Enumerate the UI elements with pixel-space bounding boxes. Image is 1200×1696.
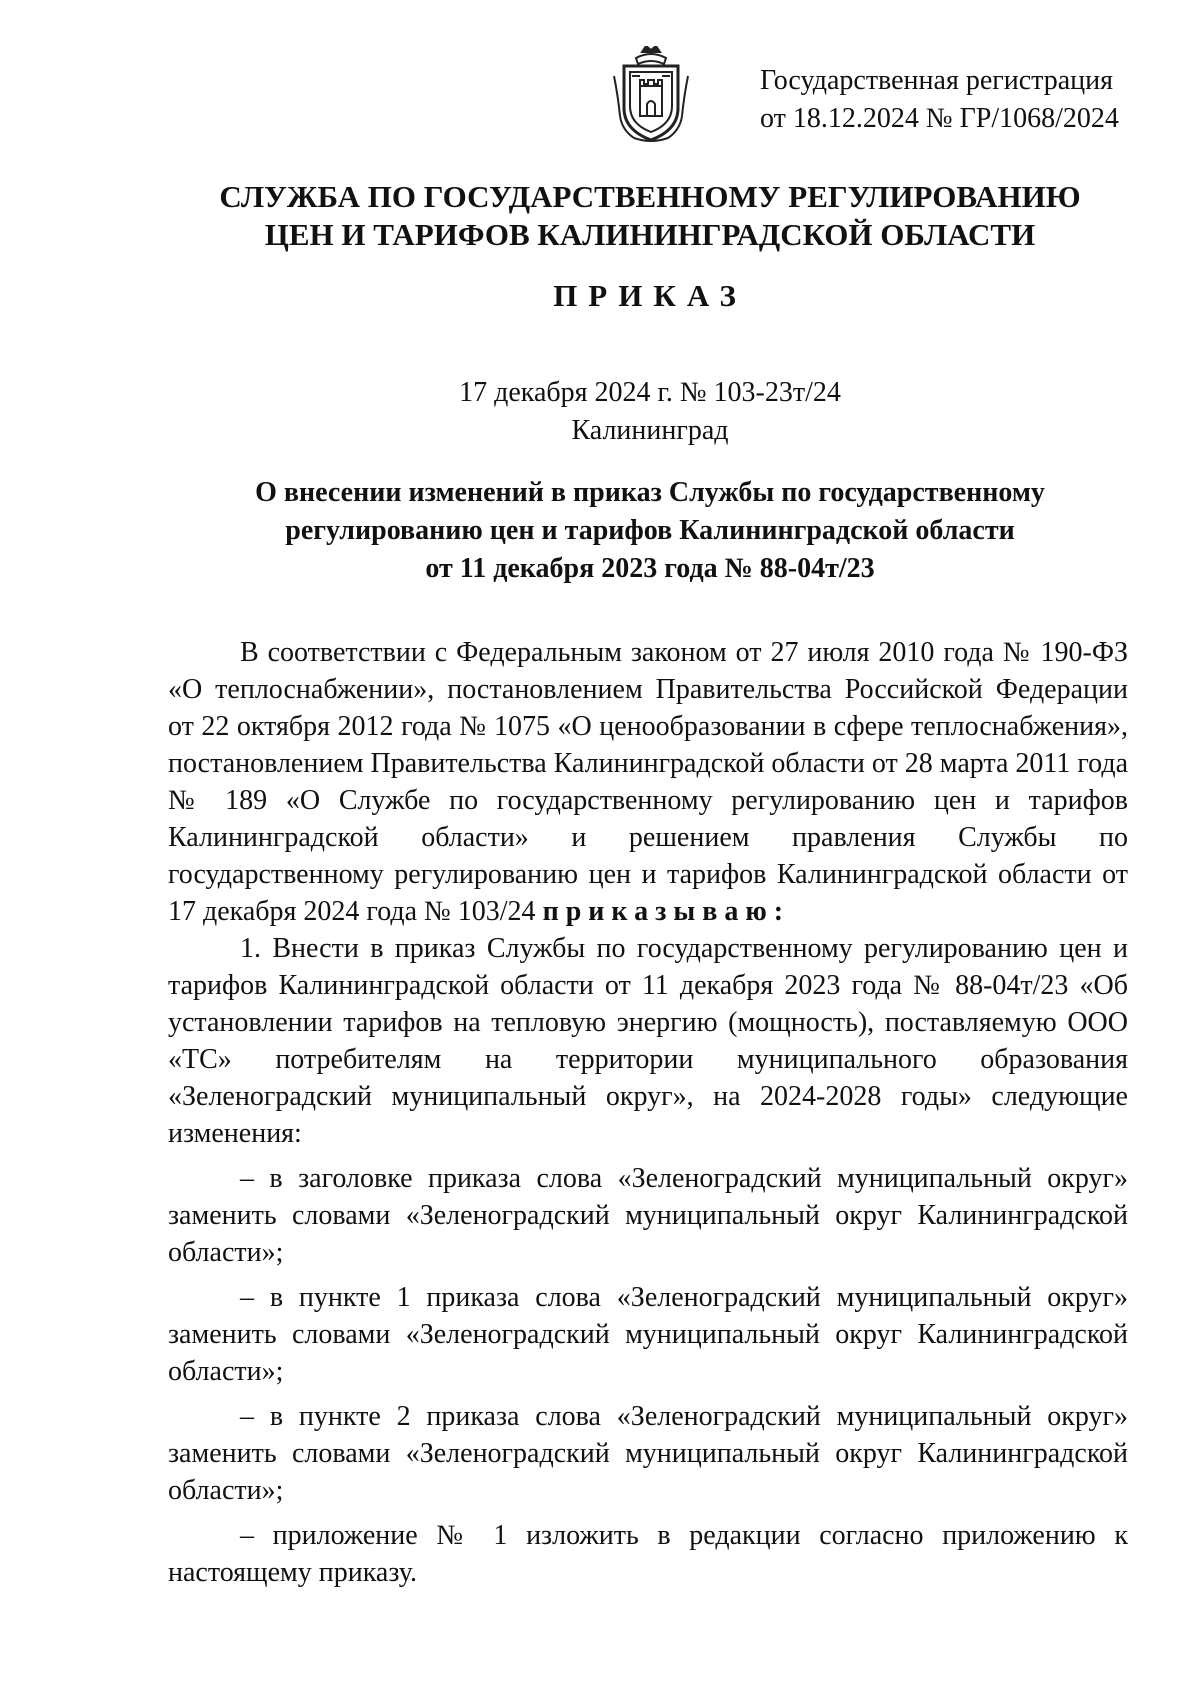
preamble-text: В соответствии с Федеральным законом от 27 июля 2010 года № 190-ФЗ «О теплоснабжении», постановлением Правительства Российской Федерации от 22 октября 2012 года № 1075 «О ценообразовании в сфере теплоснабжения», постановлением Правительства Калининградской области от 28 марта 2011 года № 189 «О Службе по государственному регулированию цен и тарифов Калининградской области» и решением правления Службы по государственному регулированию цен и тарифов Калининградской области от 17 декабря 2024 года № 103/24 bbox=[168, 637, 1128, 927]
document-type: ПРИКАЗ bbox=[553, 278, 747, 313]
order-item-1: 1. Внести в приказ Службы по государственному регулированию цен и тарифов Калининградской области от 11 декабря 2023 года № 88-04т/23 «Об установлении тарифов на тепловую энергию (мощность), поставляемую ООО «ТС» потребителям на территории муниципального образования «Зеленоградский муниципальный округ», на 2024-2028 годы» следующие изменения: bbox=[168, 933, 1128, 1149]
change-item: – в пункте 2 приказа слова «Зеленоградский муниципальный округ» заменить словами «Зеленоградский муниципальный округ Калининградской области»; bbox=[168, 1401, 1128, 1506]
agency-name bbox=[0, 178, 1200, 254]
order-verb: приказываю: bbox=[542, 896, 791, 927]
change-item: – в пункте 1 приказа слова «Зеленоградский муниципальный округ» заменить словами «Зеленоградский муниципальный округ Калининградской области»; bbox=[168, 1282, 1128, 1387]
registration-number: от 18.12.2024 № ГР/1068/2024 bbox=[760, 103, 1119, 134]
agency-name-line1: СЛУЖБА ПО ГОСУДАРСТВЕННОМУ РЕГУЛИРОВАНИЮ bbox=[219, 179, 1081, 214]
order-city: Калининград bbox=[571, 415, 729, 446]
registration-label: Государственная регистрация bbox=[760, 65, 1113, 96]
order-subject-line1: О внесении изменений в приказ Службы по государственному bbox=[255, 477, 1045, 508]
order-date-number: 17 декабря 2024 г. № 103-23т/24 bbox=[459, 377, 841, 408]
order-subject bbox=[0, 474, 1200, 588]
change-item: – в заголовке приказа слова «Зеленоградский муниципальный округ» заменить словами «Зеленоградский муниципальный округ Калининградской области»; bbox=[168, 1163, 1128, 1268]
change-item: – приложение № 1 изложить в редакции согласно приложению к настоящему приказу. bbox=[168, 1520, 1128, 1588]
order-subject-line3: от 11 декабря 2023 года № 88-04т/23 bbox=[425, 553, 875, 584]
order-body bbox=[168, 634, 1128, 1591]
order-subject-line2: регулированию цен и тарифов Калининградской области bbox=[285, 515, 1015, 546]
coat-of-arms-icon bbox=[612, 46, 690, 144]
agency-name-line2: ЦЕН И ТАРИФОВ КАЛИНИНГРАДСКОЙ ОБЛАСТИ bbox=[264, 217, 1036, 252]
preamble-paragraph bbox=[168, 634, 1128, 930]
order-meta bbox=[0, 374, 1200, 450]
state-registration-stamp bbox=[760, 62, 1160, 138]
